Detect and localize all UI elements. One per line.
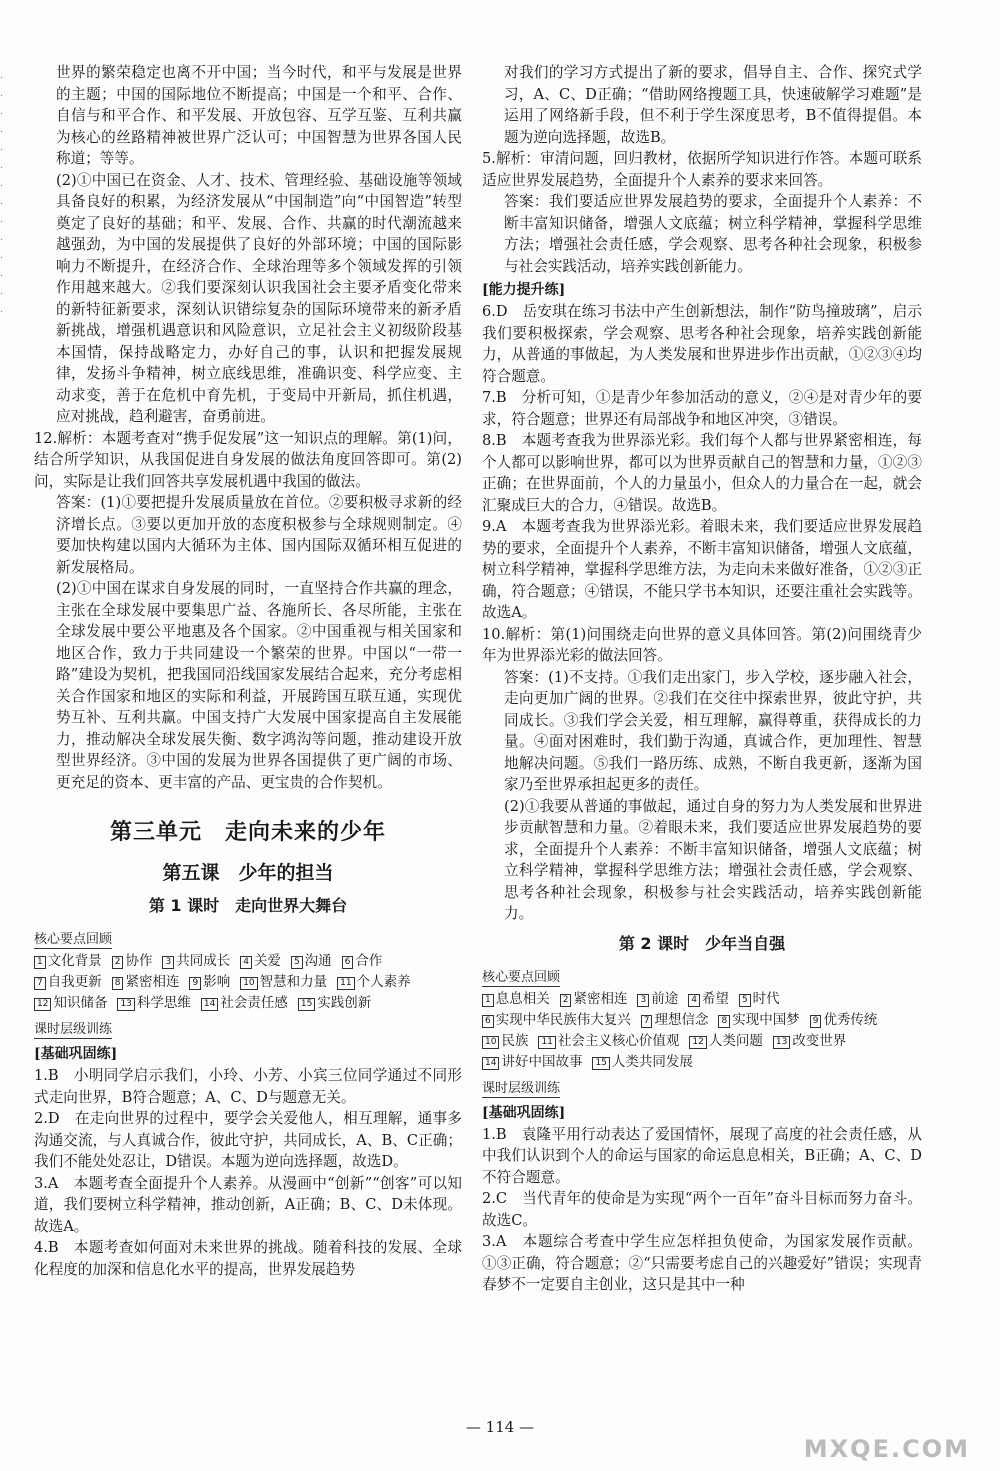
key-point-number: 6: [342, 956, 354, 969]
answer-item: 2.C 当代青年的使命是为实现“两个一百年”奋斗目标而努力奋斗。故选C。: [482, 1190, 922, 1229]
key-point-text: 时代: [752, 990, 780, 1007]
key-point: [641, 1010, 709, 1031]
question-5-answer: 答案：我们要适应世界发展趋势的要求，全面提升个人素养：不断丰富知识储备，增强人文底蕴；树立科学精神，掌握科学思维方法；增强社会责任感，学会观察、思考各种社会现象，积极参与社会实践活动，培养实践创新能力。: [504, 193, 922, 275]
key-point-text: 民族: [501, 1032, 529, 1049]
page-number: — 114 —: [465, 1418, 535, 1436]
answer-item: 1.B 袁隆平用行动表达了爱国情怀，展现了高度的社会责任感，从中我们认识到个人的命运与国家的命运息息相关，B正确；A、C、D不符合题意。: [482, 1125, 922, 1186]
key-point-text: 改变世界: [792, 1032, 847, 1049]
key-point: [291, 951, 332, 972]
unit-title: 第三单元 走向未来的少年: [109, 820, 386, 845]
key-point-text: 实现中华民族伟大复兴: [495, 1011, 631, 1028]
period-title: 第 2 课时 少年当自强: [618, 933, 786, 953]
key-point: [201, 993, 288, 1014]
watermark-logo: MXQE.COM: [803, 1435, 970, 1463]
key-point-number: 7: [641, 1015, 653, 1028]
answer-item: 7.B 分析可知，①是青少年参加活动的意义，②④是对青少年的要求，符合题意；世界还有局部战争和地区冲突，③错误。: [482, 389, 922, 428]
key-point-text: 个人素养: [356, 974, 411, 990]
key-point-text: 人类共同发展: [611, 1053, 693, 1070]
review-label: 核心要点回顾: [34, 928, 112, 949]
key-point-number: 15: [298, 998, 315, 1011]
key-point-text: 优秀传统: [823, 1011, 878, 1028]
key-point: [189, 972, 230, 993]
paragraph: 世界的繁荣稳定也离不开中国；当今时代，和平与发展是世界的主题；中国的国际地位不断提高；中国是一个和平、合作、自信与和平合作、和平发展、开放包容、互学互鉴、互利共赢为核心的丝路精神被世界广泛认可；中国智慧为世界各国人民称道；等等。: [56, 64, 462, 167]
question-10-answer: 答案：(1)不支持。①我们走出家门，步入学校，逐步融入社会，走向更加广阔的世界。②我们在交往中探索世界，彼此守护，共同成长。③我们学会关爱，相互理解，赢得尊重，获得成长的力量。④面对困难时，我们勤于沟通，真诚合作，更加理性、智慧地解决问题。⑤我们一路历练、成熟，不断自我更新，逐渐为国家乃至世界承担起更多的责任。: [504, 668, 922, 793]
key-point-number: 3: [162, 956, 174, 969]
key-point-text: 合作: [355, 953, 383, 969]
key-point: [810, 1010, 878, 1031]
key-point-number: 14: [482, 1057, 499, 1070]
key-point-text: 紧密相连: [125, 974, 180, 990]
key-point: [162, 951, 230, 972]
key-point-number: 13: [117, 998, 134, 1011]
basic-label: [基础巩固练]: [34, 1046, 118, 1062]
answer-item: 6.D 岳安琪在练习书法中产生创新想法，制作“防鸟撞玻璃”，启示我们要积极探索，学会观察、思考各种社会现象，培养实践创新能力，从普通的事做起，为人类发展和世界进步作出贡献，①②③④均符合题意。: [482, 303, 922, 385]
answer-item: 8.B 本题考查我为世界添光彩。我们每个人都与世界紧密相连，每个人都可以影响世界，都可以为世界贡献自己的智慧和力量，①②③正确；在世界面前，个人的力量虽小，但众人的力量合在一起，就会汇聚成巨大的合力，④错误。故选B。: [482, 432, 922, 514]
key-point: [688, 989, 729, 1010]
key-point: [240, 972, 327, 993]
key-point-number: 8: [112, 977, 124, 990]
key-point-number: 5: [291, 956, 303, 969]
answer-item: 4.B 本题考查如何面对未来世界的挑战。随着科技的发展、全球化程度的加深和信息化水平的提高，世界发展趋势: [34, 1239, 462, 1278]
key-point-number: 13: [773, 1036, 790, 1049]
question-12-analysis: 12.解析：本题考查对“携手促发展”这一知识点的理解。第(1)问，结合所学知识，从我国促进自身发展的做法角度回答即可。第(2)问，实际是让我们回答共享发展机遇中我国的做法。: [34, 429, 462, 490]
key-point: [112, 972, 180, 993]
key-point-text: 前途: [651, 990, 679, 1007]
answer-item: 1.B 小明同学启示我们，小玲、小芳、小宾三位同学通过不同形式走向世界，B符合题意；A、C、D与题意无关。: [34, 1067, 462, 1106]
key-point-number: 15: [592, 1057, 609, 1070]
key-point: [112, 951, 153, 972]
key-point-number: 9: [189, 977, 201, 990]
question-10-answer-part2: (2)①我要从普通的事做起，通过自身的努力为人类发展和世界进步贡献智慧和力量。②着眼未来，我们要适应世界发展趋势的要求，全面提升个人素养：不断丰富知识储备，增强人文底蕴；树立科学精神，掌握科学思维方法；增强社会责任感，学会观察、思考各种社会现象，积极参与社会实践活动，培养实践创新能力。: [504, 797, 922, 922]
key-point-text: 讲好中国故事: [501, 1053, 583, 1070]
ability-label: [能力提升练]: [482, 282, 566, 298]
key-point: [482, 1031, 528, 1052]
key-point-number: 10: [482, 1036, 499, 1049]
key-point-text: 社会主义核心价值观: [557, 1032, 680, 1049]
key-point: [739, 989, 780, 1010]
question-5-analysis: 5.解析：审清问题，回归教材，依据所学知识进行作答。本题可联系适应世界发展趋势，全面提升个人素养的要求来回答。: [482, 150, 922, 189]
key-point: [34, 993, 107, 1014]
key-point-text: 共同成长: [176, 953, 231, 969]
key-point-number: 1: [482, 994, 494, 1007]
question-12-answer-part2: (2)①中国在谋求自身发展的同时，一直坚持合作共赢的理念，主张在全球发展中要集思广益、各施所长、各尽所能，主张在全球发展中要公平地惠及各个国家。②中国重视与相关国家和地区合作，致力于共同建设一个繁荣的世界。中国以“一带一路”建设为契机，把我国同沿线国家发展结合起来，充分考虑相关合作国家和地区的实际和利益，开展跨国互联互通，实现优势互补、互利共赢。中国支持广大发展中国家提高自主发展能力，推动解决全球发展失衡、数字鸿沟等问题，推动建设开放型世界经济。③中国的发展为世界各国提供了更广阔的市场、更充足的资本、更丰富的产品、更宝贵的合作契机。: [56, 580, 462, 791]
key-point-text: 智慧和力量: [259, 974, 328, 990]
key-point-text: 文化背景: [47, 953, 102, 969]
key-point-number: 2: [560, 994, 572, 1007]
key-points-list: [34, 951, 462, 1014]
key-point-number: 9: [810, 1015, 822, 1028]
key-point-text: 科学思维: [136, 995, 191, 1011]
key-point-number: 11: [538, 1036, 555, 1049]
drill-label: 课时层级训练: [34, 1018, 112, 1039]
key-point-text: 理想信念: [654, 1011, 709, 1028]
key-point-number: 12: [34, 998, 51, 1011]
key-point: [34, 972, 102, 993]
key-point: [718, 1010, 799, 1031]
key-point: [117, 993, 190, 1014]
key-point-text: 紧密相连: [573, 990, 628, 1007]
question-10-analysis: 10.解析：第(1)问围绕走向世界的意义具体回答。第(2)问围绕青少年为世界添光彩的做法回答。: [482, 625, 922, 664]
basic-label: [基础巩固练]: [482, 1104, 566, 1121]
key-point-number: 10: [240, 977, 257, 990]
paragraph: (2)①中国已在资金、人才、技术、管理经验、基础设施等领域具备良好的积累，为经济发展从“中国制造”向“中国智造”转型奠定了良好的基础；和平、发展、合作、共赢的时代潮流越来越强劲，为中国的发展提供了良好的外部环境；中国的国际影响力不断提升，在经济合作、全球治理等多个领域发挥的引领作用越来越大。②我们要深刻认识我国社会主要矛盾变化带来的新特征新要求，深刻认识错综复杂的国际环境带来的新矛盾新挑战，增强机遇意识和风险意识，立足社会主义初级阶段基本国情，保持战略定力，办好自己的事，认识和把握发展规律，发扬斗争精神，树立底线思维，准确识变、科学应变、主动求变，善于在危机中育先机，于变局中开新局，抓住机遇，应对挑战，趋利避害，奋勇前进。: [56, 171, 462, 425]
key-point: [34, 951, 102, 972]
drill-label: 课时层级训练: [482, 1077, 560, 1098]
key-point-number: 4: [240, 956, 252, 969]
key-point-number: 14: [201, 998, 218, 1011]
key-point-number: 8: [718, 1015, 730, 1028]
key-point: [637, 989, 678, 1010]
key-point-text: 协作: [125, 953, 153, 969]
key-point-number: 12: [689, 1036, 706, 1049]
key-point-number: 11: [337, 977, 354, 990]
left-column: [34, 62, 462, 1280]
answer-item: 3.A 本题考查全面提升个人素养。从漫画中“创新”“创客”可以知道，我们要树立科学精神，推动创新，A正确；B、C、D未体现。故选A。: [34, 1174, 462, 1235]
key-point-number: 3: [637, 994, 649, 1007]
answer-item: 2.D 在走向世界的过程中，要学会关爱他人，相互理解，通事多沟通交流，与人真诚合作，彼此守护，共同成长，A、B、C正确；我们不能处处忍让，D错误。本题为逆向选择题，故选D。: [34, 1110, 462, 1170]
key-point-text: 实践创新: [317, 995, 372, 1011]
key-point-number: 5: [739, 994, 751, 1007]
lesson-title: 第五课 少年的担当: [162, 862, 334, 884]
key-point-text: 希望: [701, 990, 729, 1007]
answer-continuation: 对我们的学习方式提出了新的要求，倡导自主、合作、探究式学习，A、C、D正确；“借助网络搜题工具，快速破解学习难题”是运用了网络新手段，但不利于学生深度思考，B不值得提倡。本题为逆向选择题，故选B。: [504, 64, 922, 146]
question-12-answer: 答案：(1)①要把提升发展质量放在首位。②要积极寻求新的经济增长点。③要以更加开放的态度积极参与全球规则制定。④要加快构建以国内大循环为主体、国内国际双循环相互促进的新发展格局。: [56, 494, 462, 576]
key-point-text: 知识储备: [53, 995, 108, 1011]
key-point-text: 社会责任感: [220, 995, 288, 1011]
key-point-number: 7: [34, 977, 46, 990]
key-point: [592, 1052, 692, 1073]
key-point-number: 2: [112, 956, 124, 969]
period-title: 第 1 课时 走向世界大舞台: [148, 896, 348, 915]
key-point-text: 沟通: [304, 953, 332, 969]
key-point: [689, 1031, 762, 1052]
key-point: [482, 989, 550, 1010]
key-point: [482, 1010, 631, 1031]
key-points-list: [482, 989, 922, 1073]
key-point: [298, 993, 371, 1014]
key-point: [482, 1052, 582, 1073]
binding-edge-marks: · · · · · · · · · · · · · ·: [0, 73, 4, 318]
key-point-number: 1: [34, 956, 46, 969]
right-column: [482, 62, 922, 1296]
key-point: [538, 1031, 679, 1052]
key-point-text: 实现中国梦: [732, 1011, 800, 1028]
key-point-number: 4: [688, 994, 700, 1007]
key-point: [240, 951, 281, 972]
key-point-text: 关爱: [253, 953, 281, 969]
key-point: [337, 972, 410, 993]
key-point-text: 影响: [203, 974, 231, 990]
key-point-text: 自我更新: [47, 974, 102, 990]
key-point-text: 人类问题: [708, 1032, 763, 1049]
key-point-number: 6: [482, 1015, 494, 1028]
review-label: 核心要点回顾: [482, 966, 560, 987]
key-point: [773, 1031, 846, 1052]
answer-item: 3.A 本题综合考查中学生应怎样担负使命，为国家发展作贡献。①③正确，符合题意；②“只需要考虑自己的兴趣爱好”错误；实现青春梦不一定要自主创业，这只是其中一种: [482, 1233, 922, 1293]
answer-item: 9.A 本题考查我为世界添光彩。着眼未来，我们要适应世界发展趋势的要求，全面提升个人素养，不断丰富知识储备，增强人文底蕴，树立科学精神，掌握科学思维方法，为走向未来做好准备，①②③正确，符合题意；④错误，不能只学书本知识，还要注重社会实践等。故选A。: [482, 518, 922, 621]
key-point: [342, 951, 383, 972]
key-point-text: 息息相关: [495, 990, 550, 1007]
key-point: [560, 989, 628, 1010]
